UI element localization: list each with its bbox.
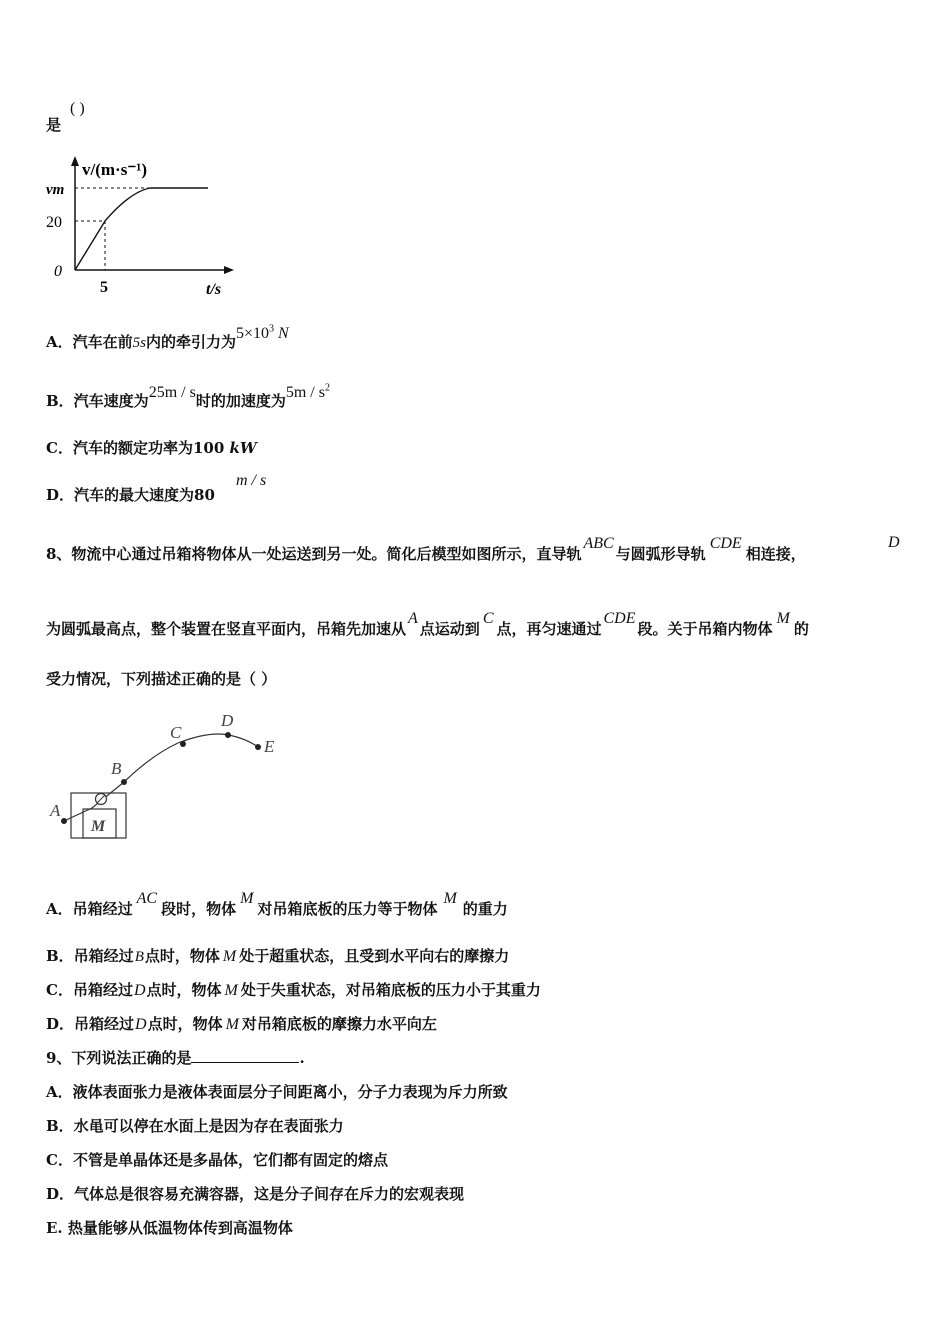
- q8-l1-abc: ABC: [583, 535, 614, 552]
- q7-b-acc: 5m / s: [285, 384, 325, 401]
- q7-a-exp: 3: [269, 323, 275, 335]
- q8-option-c: [46, 979, 541, 1000]
- label-m: M: [91, 818, 106, 835]
- y-axis-label: v/(m·s⁻¹): [82, 160, 148, 179]
- q9-option-b: B．水黾可以停在水面上是因为存在表面张力: [46, 1117, 344, 1135]
- q8-l2-end: 的: [793, 620, 809, 638]
- q8-l2-mid1: 点运动到: [419, 620, 480, 638]
- q7-b-mid: 时的加速度为: [195, 392, 286, 410]
- q8-l1-d: D: [888, 534, 900, 551]
- q8-d-prefix: D．吊箱经过: [46, 1015, 135, 1033]
- point-a-dot: [61, 818, 67, 824]
- q8-a-m2: M: [443, 890, 457, 907]
- q7-c-value: 100: [192, 439, 225, 457]
- q7-a-unit: N: [278, 325, 289, 342]
- point-b-dot: [121, 779, 127, 785]
- q8-d-point: D: [135, 1016, 147, 1033]
- origin-label: 0: [54, 263, 62, 280]
- label-c: C: [170, 723, 182, 742]
- x-5-label: 5: [100, 279, 108, 296]
- q9-answer-blank[interactable]: [191, 1048, 299, 1063]
- q9-stem-text: 9、下列说法正确的是: [46, 1049, 192, 1067]
- q8-b-mid1: 点时，物体: [144, 947, 220, 965]
- q8-l2-a: A: [408, 610, 418, 627]
- q9-stem: [46, 1047, 305, 1068]
- q8-b-m: M: [222, 948, 237, 965]
- q8-a-prefix: A．吊箱经过: [46, 900, 133, 918]
- q7-b-velocity: 25m / s: [148, 384, 196, 401]
- q8-option-a: [46, 890, 508, 919]
- label-d: D: [221, 711, 234, 730]
- q8-d-end: 对吊箱底板的摩擦力水平向左: [241, 1015, 437, 1033]
- q8-l1-prefix: 8、物流中心通过吊箱将物体从一处运送到另一处。简化后模型如图所示，直导轨: [46, 545, 582, 563]
- q8-line3: 受力情况，下列描述正确的是（ ）: [46, 670, 277, 688]
- q8-l1-mid: 与圆弧形导轨: [615, 545, 706, 563]
- q9-option-d: D．气体总是很容易充满容器，这是分子间存在斥力的宏观表现: [46, 1185, 465, 1203]
- track-diagram: [44, 705, 294, 845]
- q7-a-mid: 内的牵引力为: [145, 333, 236, 351]
- q7-option-d: [46, 484, 215, 505]
- q9-option-c: C．不管是单晶体还是多晶体，它们都有固定的熔点: [46, 1151, 388, 1169]
- q8-option-b: [46, 945, 509, 966]
- q8-l1-cde: CDE: [709, 535, 742, 552]
- label-a: A: [50, 801, 61, 820]
- x-axis-label: t/s: [206, 281, 222, 298]
- q8-b-prefix: B．吊箱经过: [46, 947, 134, 965]
- q7-option-c: [46, 437, 257, 458]
- q7-a-5s: 5s: [132, 335, 146, 351]
- q8-d-m: M: [225, 1016, 239, 1033]
- q7-c-prefix: C．汽车的额定功率为: [46, 439, 193, 457]
- q8-b-end: 处于超重状态，且受到水平向右的摩擦力: [239, 947, 510, 965]
- velocity-curve: [75, 188, 208, 270]
- q8-option-d: [46, 1013, 437, 1034]
- label-b: B: [111, 759, 122, 778]
- q8-c-point: D: [133, 982, 146, 999]
- q7-tail-text: 是: [46, 116, 62, 134]
- q7-c-unit: kW: [229, 439, 257, 457]
- q7-b-exp: 2: [324, 382, 330, 394]
- x-axis-arrow: [224, 266, 234, 274]
- q7-d-unit: m / s: [236, 472, 267, 489]
- q8-l2-c: C: [482, 610, 494, 627]
- q8-a-mid2: 对吊箱底板的压力等于物体: [257, 900, 438, 918]
- q8-line2: [46, 610, 809, 639]
- track-path: [64, 734, 258, 821]
- q8-b-point: B: [134, 949, 144, 965]
- q9-stem-end: .: [299, 1049, 305, 1067]
- q8-a-mid1: 段时，物体: [161, 900, 237, 918]
- q8-a-m1: M: [240, 890, 254, 907]
- q8-c-m: M: [224, 982, 238, 999]
- q7-b-acc-wrap: [286, 384, 330, 401]
- q7-d-prefix: D．汽车的最大速度为: [46, 486, 195, 504]
- q9-option-a: A．液体表面张力是液体表面层分子间距离小，分子力表现为斥力所致: [46, 1083, 508, 1101]
- q8-l2-m: M: [776, 610, 790, 627]
- label-e: E: [264, 737, 275, 756]
- q8-c-mid1: 点时，物体: [146, 981, 222, 999]
- q9-option-e: E. 热量能够从低温物体传到高温物体: [46, 1219, 293, 1237]
- y-axis-arrow: [71, 156, 79, 166]
- q8-a-ac: AC: [136, 890, 158, 907]
- q8-l2-prefix: 为圆弧最高点，整个装置在竖直平面内，吊箱先加速从: [46, 620, 407, 638]
- vt-graph: [40, 150, 250, 302]
- q7-option-a: [46, 323, 289, 352]
- q8-line1: [46, 535, 806, 564]
- q8-l1-end: 相连接，: [745, 545, 806, 563]
- q7-d-value: 80: [194, 486, 215, 504]
- q7-answer-paren: ( ): [70, 100, 85, 117]
- point-e-dot: [255, 744, 261, 750]
- q8-l2-mid3: 段。关于吊箱内物体: [637, 620, 773, 638]
- q7-option-b: [46, 382, 330, 411]
- q7-b-prefix: B．汽车速度为: [46, 392, 149, 410]
- vm-label: vm: [46, 182, 65, 198]
- point-d-dot: [225, 732, 231, 738]
- q8-l2-mid2: 点，再匀速通过: [496, 620, 602, 638]
- y-20-label: 20: [46, 214, 62, 231]
- q8-d-mid1: 点时，物体: [147, 1015, 223, 1033]
- q7-a-value-wrap: [236, 325, 289, 342]
- q7-a-value: 5×10: [236, 325, 270, 342]
- q7-a-prefix: A．汽车在前: [46, 333, 133, 351]
- q8-l2-cde: CDE: [603, 610, 636, 627]
- q8-c-prefix: C．吊箱经过: [46, 981, 133, 999]
- q8-c-end: 处于失重状态，对吊箱底板的压力小于其重力: [240, 981, 541, 999]
- q8-a-end: 的重力: [462, 900, 508, 918]
